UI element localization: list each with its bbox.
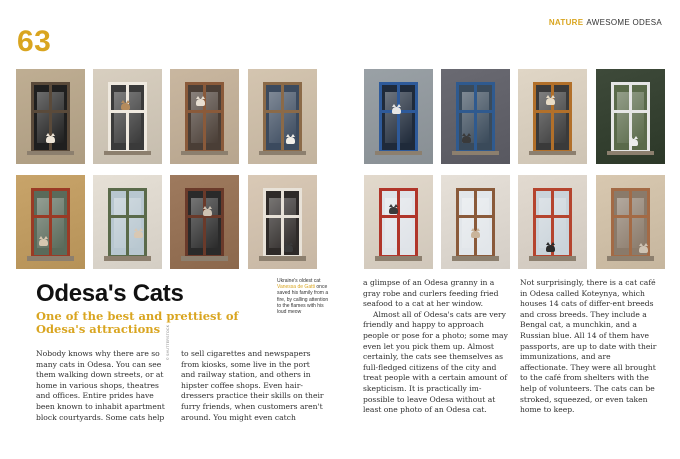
cat-figure [546,245,555,252]
paragraph: a glimpse of an Odesa granny in a gray robe and curlers feeding fried seafood to a cat at her window. [363,278,499,309]
paragraph: to sell cigarettes and newspapers from kiosks, some live in the port and railway station, and others in hipster coffee shops. Even hair-dressers practice their skills on their furry friends, when customers aren't around. You might even catch [181,349,324,422]
cat-figure [134,231,143,238]
paragraph: Nobody knows why there are so many cats in Odesa. You can see them walking down streets, or at home in various shops, theatres and offices. Entire prides have been known to inhabit apartment block courtyards. Some cats help [36,349,165,422]
body-column-3 [363,278,509,416]
cat-window-photo [93,69,162,164]
cat-figure [546,98,555,105]
cat-window-photo [596,175,665,269]
cat-window-photo [16,69,85,164]
photo-credit: © SHUTTERSTOCK [166,324,170,360]
body-column-4 [520,278,658,416]
cat-figure [203,209,212,216]
cat-figure [39,239,48,246]
cat-window-photo [93,175,162,269]
cat-window-photo [596,69,665,164]
article-title: Odesa's Cats [36,280,184,307]
body-column-1 [36,349,174,423]
cat-figure [196,99,205,106]
cat-window-photo [364,69,433,164]
page-number: 63 [17,25,52,58]
cat-figure [286,137,295,144]
cat-window-photo [248,69,317,164]
cat-window-photo [170,69,239,164]
cat-window-photo [518,69,587,164]
cat-figure [629,139,638,146]
cat-figure [639,246,648,253]
cat-window-photo [441,69,510,164]
cat-window-photo [518,175,587,269]
caption-text-end: once saved his family from a fire, by calling attention to the flames with his loud meow [277,284,329,316]
cat-window-photo [248,175,317,269]
caption-highlight: Vanessa de Gatti [277,284,315,291]
body-column-2 [181,349,324,423]
paragraph: Almost all of Odesa's cats are very friendly and happy to approach people or pose for a photo; some may even let you pick them up. Almost certainly, the cats see themselves as full-fledged citizens of the city and treat people with a certain amount of skepticism. It is practically im-possible to leave Odesa without at least one photo of an Odesa cat. [363,309,508,415]
cat-figure [46,136,55,143]
caption-text-start: Ukraine's oldest cat [277,278,321,284]
cat-figure [389,207,398,214]
cat-figure [121,103,130,110]
section-tag: NATURE [548,18,584,27]
cat-window-photo [441,175,510,269]
section-title: AWESOME ODESA [586,18,662,27]
cat-figure [462,136,471,143]
cat-figure [284,245,293,252]
cat-figure [471,231,480,238]
cat-figure [392,107,401,114]
cat-window-photo [16,175,85,269]
section-header [549,18,662,27]
paragraph: Not surprisingly, there is a cat café in Odesa called Koteynya, which houses 14 cats of differ-ent breeds and cross breeds. They include a Bengal cat, a munchkin, and a Russian blue. All 14 of them have passports, are up to date with their immunizations, and are affectionate. They were all brought to the café from shelters with the help of volunteers. The cats can be stroked, squeezed, or even taken home to keep. [520,278,657,415]
article-subtitle: One of the best and prettiest of Odesa's attractions [36,309,239,336]
cat-window-photo [170,175,239,269]
cat-window-photo [364,175,433,269]
